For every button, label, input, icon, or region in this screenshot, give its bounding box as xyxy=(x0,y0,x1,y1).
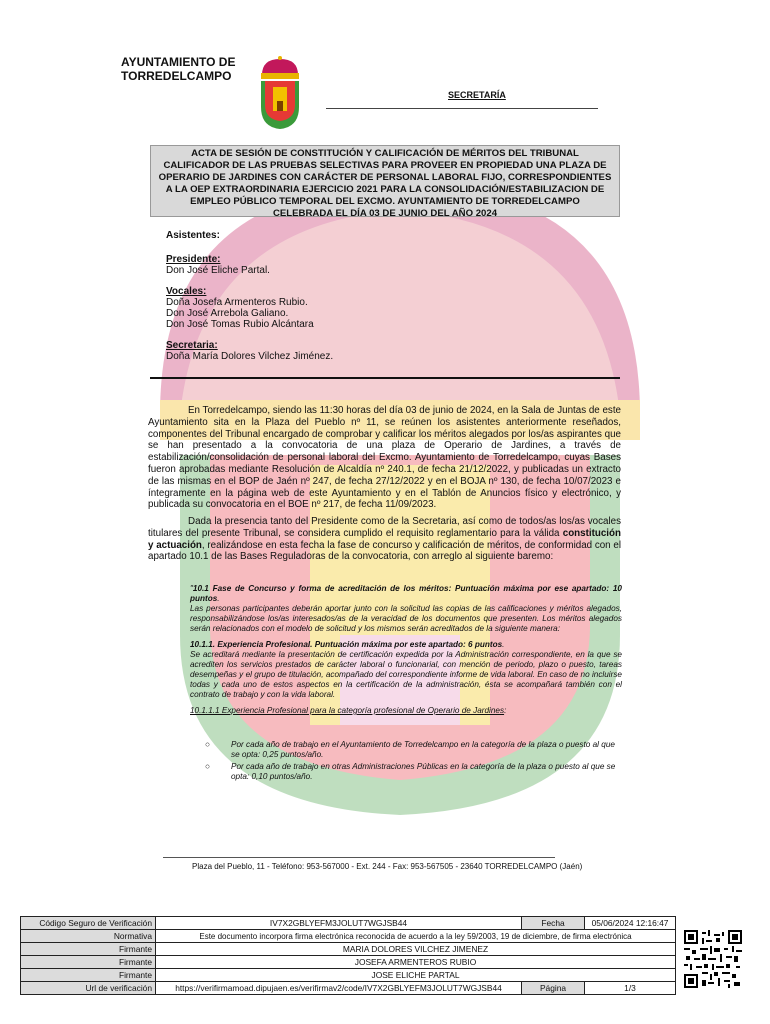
table-row xyxy=(21,943,676,956)
list-item-text: Por cada año de trabajo en el Ayuntamiento de Torredelcampo en la categoría de la plaza o puesto al que se opta: 0,25 puntos/año. xyxy=(231,740,615,759)
table-row xyxy=(21,956,676,969)
p2-text-a: Dada la presencia tanto del Presidente como de la Secretaria, así como de todos/as los/as vocales titulares del presente Tribunal, se considera cumplido el requisito reglamentario para la válida xyxy=(148,516,621,539)
title-line: OPERARIO DE JARDINES CON CARÁCTER DE PERSONAL LABORAL FIJO, CORRESPONDIENTES xyxy=(158,172,612,183)
org-line-1: AYUNTAMIENTO DE xyxy=(121,55,236,69)
csv-label: Código Seguro de Verificación xyxy=(21,917,156,930)
secretaria-name: Doña María Dolores Vilchez Jiménez. xyxy=(166,351,334,362)
p2-text-b: , realizándose en esta fecha la fase de concurso y calificación de méritos, de conformidad con el apartado 10.1 de las Bases Reguladoras de la convocatoria, con arreglo al siguiente baremo: xyxy=(148,539,621,563)
quote-heading-10-1-1: 10.1.1. Experiencia Profesional. Puntuación máxima por este apartado: 6 puntos xyxy=(190,640,503,649)
list-item xyxy=(205,762,623,782)
vocal-name: Doña Josefa Armenteros Rubio. xyxy=(166,297,308,308)
quote-section-10-1-1-1 xyxy=(190,706,622,716)
fecha-label: Fecha xyxy=(522,917,585,930)
table-row xyxy=(21,969,676,982)
quote-heading-10-1: 10.1 Fase de Concurso y forma de acreditación de los méritos: Puntuación máxima por ese apartado: 10 puntos xyxy=(190,584,622,603)
quote-section-10-1 xyxy=(190,584,622,634)
firmante-value: JOSE ELICHE PARTAL xyxy=(156,969,676,982)
signature-table xyxy=(20,916,676,995)
list-item-text: Por cada año de trabajo en otras Administraciones Públicas en la categoría de la plaza o puesto al que se opta: 0,10 puntos/año. xyxy=(231,762,616,781)
quote-end-10-1-1: . xyxy=(502,640,505,649)
title-line: ACTA DE SESIÓN DE CONSTITUCIÓN Y CALIFICACIÓN DE MÉRITOS DEL TRIBUNAL xyxy=(191,148,579,159)
paragraph-constitution xyxy=(148,516,621,563)
attendees-block xyxy=(166,230,586,362)
quote-text-10-1: Las personas participantes deberán aportar junto con la solicitud las copias de las calificaciones y méritos alegados, responsabilizándose los/as interesados/as de la veracidad de los documentos que presenten. Los méritos alegados serán relacionados con el modelo de solicitud y los mismos serán acreditados de la siguiente manera: xyxy=(190,604,622,633)
bullet-icon: ○ xyxy=(205,762,210,771)
firmante-label: Firmante xyxy=(21,969,156,982)
normativa-value: Este documento incorpora firma electrónica reconocida de acuerdo a la ley 59/2003, 19 de diciembre, de firma electrónica xyxy=(156,930,676,943)
points-list xyxy=(205,740,623,784)
title-line: EMPLEO PÚBLICO TEMPORAL DEL EXCMO. AYUNTAMIENTO DE TORREDELCAMPO xyxy=(190,196,580,207)
quote-heading-10-1-1-1: 10.1.1.1 Experiencia Profesional para la categoría profesional de Operario de Jardines xyxy=(190,706,505,715)
vocal-name: Don José Arrebola Galiano. xyxy=(166,308,289,319)
quote-section-10-1-1 xyxy=(190,640,622,700)
footer-divider xyxy=(163,857,555,858)
normativa-label: Normativa xyxy=(21,930,156,943)
bullet-icon: ○ xyxy=(205,740,210,749)
quote-end-10-1: . xyxy=(217,594,220,603)
organization-name xyxy=(121,55,235,83)
baremo-quote xyxy=(190,584,622,722)
footer-address: Plaza del Pueblo, 11 - Teléfono: 953-567000 - Ext. 244 - Fax: 953-567505 - 23640 TORREDELCAMPO (Jaén) xyxy=(192,862,583,871)
fecha-value: 05/06/2024 12:16:47 xyxy=(585,917,676,930)
table-row xyxy=(21,930,676,943)
pagina-label: Página xyxy=(522,982,585,995)
table-row xyxy=(21,917,676,930)
vocal-name: Don José Tomas Rubio Alcántara xyxy=(166,319,314,330)
paragraph-opening: En Torredelcampo, siendo las 11:30 horas del día 03 de junio de 2024, en la Sala de Juntas de este Ayuntamiento sita en la Plaza del Pueblo nº 11, se reúnen los asistentes anteriormente reseñados, componentes del Tribunal encargado de comprobar y calificar los méritos alegados por los/as aspirantes que se han presentado a la convocatoria de una plaza de Operario de Jardines, a través de estabilización/consolidación de personal laboral del Excmo. Ayuntamiento de Torredelcampo, cuyas Bases fueron aprobadas mediante Resolución de Alcaldía nº 240.1, de fecha 21/12/2022, y publicadas un extracto de las mismas en el BOP de Jaén nº 247, de fecha 27/12/2022 y en el BOJA nº 130, de fecha 10/07/2023 e íntegramente en la página web de este Ayuntamiento y en el Tablón de Anuncios físico y electrónico, y publicada su convocatoria en el BOE nº 217, de fecha 11/09/2023. xyxy=(148,405,621,511)
attendees-label: Asistentes: xyxy=(166,230,220,241)
qr-code-icon xyxy=(684,930,742,988)
title-line: A LA OEP EXTRAORDINARIA EJERCICIO 2021 PARA LA CONSOLIDACIÓN/ESTABILIZACION DE xyxy=(165,184,605,195)
quote-open: " xyxy=(190,584,193,593)
header-divider xyxy=(326,108,598,109)
vocales-heading: Vocales: xyxy=(166,286,207,297)
firmante-label: Firmante xyxy=(21,943,156,956)
quote-text-10-1-1: Se acreditará mediante la presentación de certificación expedida por la Administración correspondiente, en la que se acrediten los servicios prestados de carácter laboral o funcionarial, con mención de periodo, plazo o puesto, tareas desempeñas y el grupo de titulación, acompañado del correspondiente informe de vida laboral. En caso de no incluirse todas y cada uno de estos aspectos en la certificación de la administración, ésta se acompañará también con el contrato de trabajo y con la vida laboral. xyxy=(190,650,622,699)
coat-of-arms-logo xyxy=(256,55,304,131)
firmante-value: JOSEFA ARMENTEROS RUBIO xyxy=(156,956,676,969)
quote-end-10-1-1-1: : xyxy=(504,706,507,715)
title-line: CELEBRADA EL DÍA 03 DE JUNIO DEL AÑO 2024 xyxy=(272,208,498,219)
department-label: SECRETARÍA xyxy=(448,90,506,100)
firmante-value: MARIA DOLORES VILCHEZ JIMENEZ xyxy=(156,943,676,956)
section-divider xyxy=(150,377,620,379)
secretaria-heading: Secretaria: xyxy=(166,340,218,351)
url-label: Url de verificación xyxy=(21,982,156,995)
pagina-value: 1/3 xyxy=(585,982,676,995)
p2-bold: constitución y actuación xyxy=(148,527,621,551)
list-item xyxy=(205,740,623,760)
table-row xyxy=(21,982,676,995)
title-line: CALIFICADOR DE LAS PRUEBAS SELECTIVAS PARA PROVEER EN PROPIEDAD UNA PLAZA DE xyxy=(163,160,607,171)
csv-value: IV7X2GBLYEFM3JOLUT7WGJSB44 xyxy=(156,917,522,930)
verification-url[interactable]: https://verifirmamoad.dipujaen.es/verifirmav2/code/IV7X2GBLYEFM3JOLUT7WGJSB44 xyxy=(156,982,522,995)
president-heading: Presidente: xyxy=(166,254,221,265)
firmante-label: Firmante xyxy=(21,956,156,969)
org-line-2: TORREDELCAMPO xyxy=(121,69,232,83)
document-title xyxy=(150,145,620,217)
president-name: Don José Eliche Partal. xyxy=(166,265,270,276)
